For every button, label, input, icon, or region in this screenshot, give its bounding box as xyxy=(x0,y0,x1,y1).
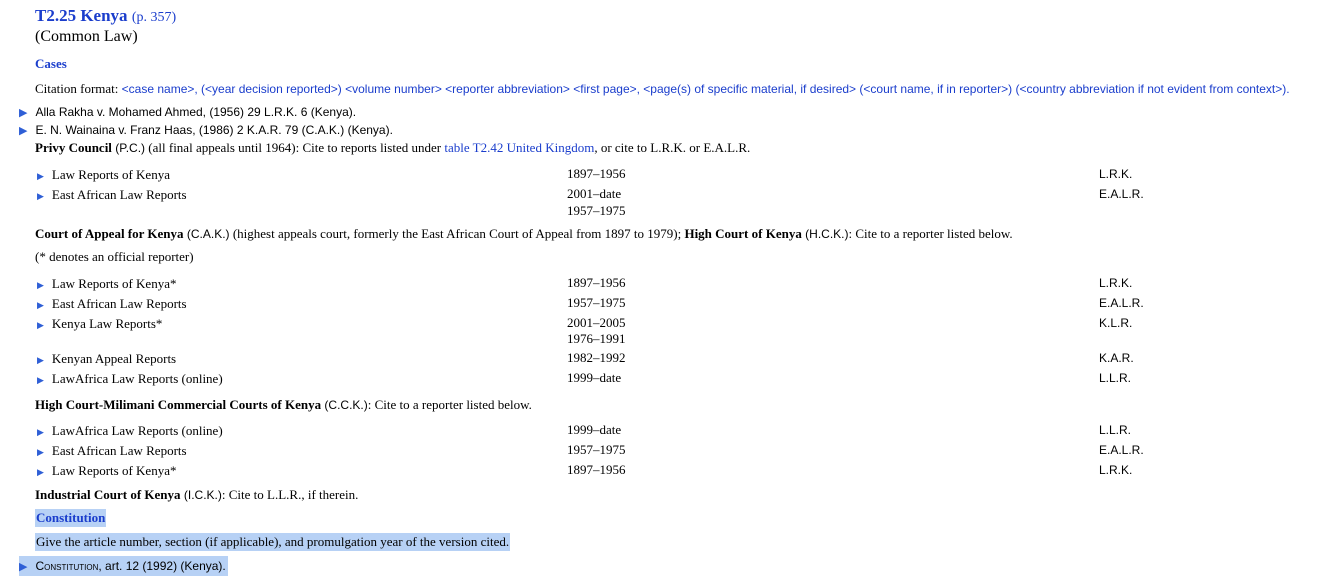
expand-arrow-icon[interactable]: ▶ xyxy=(37,427,44,437)
case-example[interactable] xyxy=(19,121,393,139)
court-desc: : Cite to L.L.R., if therein. xyxy=(221,487,359,502)
reporter-abbr: K.L.R. xyxy=(1099,316,1133,330)
title-code: T2.25 Kenya xyxy=(35,6,128,25)
expand-arrow-icon[interactable]: ▶ xyxy=(37,191,44,201)
reporter-years: 1897–1956 xyxy=(567,166,626,181)
reporter-name: Kenyan Appeal Reports xyxy=(51,351,177,366)
reporter-name: East African Law Reports xyxy=(51,187,187,202)
constitution-small-caps: Constitution xyxy=(35,559,99,573)
expand-arrow-icon[interactable]: ▶ xyxy=(37,320,44,330)
expand-arrow-icon[interactable]: ▶ xyxy=(19,125,28,137)
reporter-name: Law Reports of Kenya xyxy=(51,167,170,182)
constitution-example[interactable] xyxy=(19,556,228,576)
reporter-abbr: E.A.L.R. xyxy=(1099,443,1144,457)
reporter-name: LawAfrica Law Reports (online) xyxy=(51,371,223,386)
reporter-name: Kenya Law Reports* xyxy=(51,316,163,331)
case-example-text: Alla Rakha v. Mohamed Ahmed, (1956) 29 L.R.K. 6 (Kenya). xyxy=(35,105,357,119)
reporter-abbr: L.R.K. xyxy=(1099,276,1133,290)
expand-arrow-icon[interactable]: ▶ xyxy=(37,375,44,385)
court-name: High Court-Milimani Commercial Courts of Kenya xyxy=(35,397,322,412)
reporter-row[interactable] xyxy=(37,462,176,480)
reporter-abbr: K.A.R. xyxy=(1099,351,1134,365)
court-desc: , or cite to L.R.K. or E.A.L.R. xyxy=(594,140,751,155)
cases-heading: Cases xyxy=(35,56,67,71)
court-of-appeal-desc xyxy=(35,226,1013,242)
page-ref-link[interactable]: (p. 357) xyxy=(131,10,177,25)
reporter-name: LawAfrica Law Reports (online) xyxy=(51,423,223,438)
reporter-row[interactable] xyxy=(37,370,223,388)
court-desc: : Cite to a reporter listed below. xyxy=(367,397,532,412)
expand-arrow-icon[interactable]: ▶ xyxy=(37,467,44,477)
reporter-name: East African Law Reports xyxy=(51,443,187,458)
reporter-name: East African Law Reports xyxy=(51,296,187,311)
court-desc: (highest appeals court, formerly the East African Court of Appeal from 1897 to 1979); xyxy=(229,226,685,241)
reporter-row[interactable] xyxy=(37,295,187,313)
citation-format xyxy=(35,80,1290,98)
reporter-abbr: L.L.R. xyxy=(1099,423,1132,437)
reporter-name: Law Reports of Kenya* xyxy=(51,463,177,478)
reporter-years: 1999–date xyxy=(567,422,622,437)
expand-arrow-icon[interactable]: ▶ xyxy=(37,171,44,181)
reporter-abbr: E.A.L.R. xyxy=(1099,296,1144,310)
reporter-name: Law Reports of Kenya* xyxy=(51,276,177,291)
reporter-years: 1999–date xyxy=(567,370,622,385)
official-reporter-note: (* denotes an official reporter) xyxy=(35,249,194,264)
privy-council-desc xyxy=(35,140,750,156)
reporter-row[interactable] xyxy=(37,442,187,460)
legal-system: (Common Law) xyxy=(35,28,138,45)
case-example[interactable] xyxy=(19,103,356,121)
court-name: High Court of Kenya xyxy=(684,226,802,241)
reporter-row[interactable] xyxy=(37,275,176,293)
industrial-court-desc xyxy=(35,487,358,503)
reporter-abbr: L.R.K. xyxy=(1099,167,1133,181)
reporter-years: 1897–1956 xyxy=(567,275,626,290)
reporter-row[interactable] xyxy=(37,422,223,440)
expand-arrow-icon[interactable]: ▶ xyxy=(37,447,44,457)
reporter-abbr: L.L.R. xyxy=(1099,371,1132,385)
table-link[interactable]: table T2.42 United Kingdom xyxy=(444,140,595,155)
reporter-row[interactable] xyxy=(37,315,162,333)
court-desc: : Cite to a reporter listed below. xyxy=(848,226,1013,241)
court-desc: (all final appeals until 1964): Cite to reports listed under xyxy=(145,140,445,155)
reporter-row[interactable] xyxy=(37,166,170,184)
court-abbr: (C.A.K.) xyxy=(183,227,230,241)
reporter-years: 1957–1975 xyxy=(567,442,626,457)
court-abbr: (I.C.K.) xyxy=(180,488,222,502)
reporter-years-secondary: 1976–1991 xyxy=(567,331,626,346)
reporter-years: 2001–2005 xyxy=(567,315,626,330)
expand-arrow-icon[interactable]: ▶ xyxy=(19,107,28,119)
constitution-example-rest: , art. 12 (1992) (Kenya). xyxy=(98,559,226,573)
reporter-row[interactable] xyxy=(37,186,187,204)
citation-format-text: <case name>, (<year decision reported>) <volume number> <reporter abbreviation> <first page>, <page(s) of specific material, if desired> (<court name, if in reporter>) (<country abbreviation if not evident from context>). xyxy=(121,82,1290,96)
court-abbr: (C.C.K.) xyxy=(321,398,368,412)
constitution-instruction: Give the article number, section (if applicable), and promulgation year of the version cited. xyxy=(36,534,510,549)
reporter-abbr: L.R.K. xyxy=(1099,463,1133,477)
court-name: Industrial Court of Kenya xyxy=(35,487,181,502)
court-abbr: (H.C.K.) xyxy=(801,227,849,241)
reporter-row[interactable] xyxy=(37,350,176,368)
expand-arrow-icon[interactable]: ▶ xyxy=(37,300,44,310)
court-name: Privy Council xyxy=(35,140,112,155)
commercial-court-desc xyxy=(35,397,532,413)
reporter-years: 1957–1975 xyxy=(567,295,626,310)
court-name: Court of Appeal for Kenya xyxy=(35,226,184,241)
court-abbr: (P.C.) xyxy=(111,141,146,155)
reporter-years: 1897–1956 xyxy=(567,462,626,477)
expand-arrow-icon[interactable]: ▶ xyxy=(19,561,28,573)
section-title xyxy=(35,6,176,26)
expand-arrow-icon[interactable]: ▶ xyxy=(37,355,44,365)
citation-prefix: Citation format: xyxy=(35,81,122,96)
reporter-years-secondary: 1957–1975 xyxy=(567,203,626,218)
reporter-years: 1982–1992 xyxy=(567,350,626,365)
reporter-abbr: E.A.L.R. xyxy=(1099,187,1144,201)
case-example-text: E. N. Wainaina v. Franz Haas, (1986) 2 K.A.R. 79 (C.A.K.) (Kenya). xyxy=(35,123,393,137)
reporter-years: 2001–date xyxy=(567,186,622,201)
constitution-example-text xyxy=(35,559,225,573)
expand-arrow-icon[interactable]: ▶ xyxy=(37,280,44,290)
constitution-heading: Constitution xyxy=(36,510,106,525)
